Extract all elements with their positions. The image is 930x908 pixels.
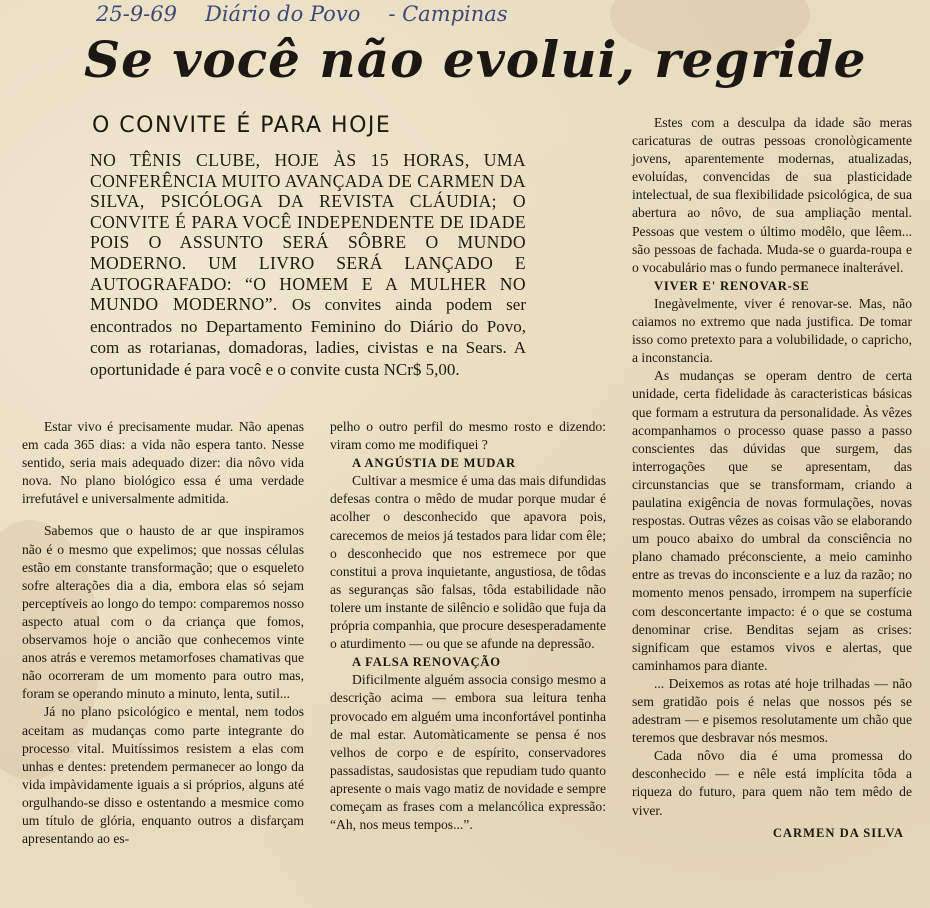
section-heading: A ANGÚSTIA DE MUDAR <box>352 456 516 471</box>
note-source: Diário do Povo <box>205 2 361 26</box>
paragraph: Cada nôvo dia é uma promessa do desconhecido — e nêle está implícita tôda a riqueza do futuro, para quem não tem mêdo de viver. <box>632 748 912 818</box>
section-heading: A FALSA RENOVAÇÃO <box>352 655 501 670</box>
intro-details: Os convites ainda podem ser encontrados no Departamento Feminino do Diário do Povo, com as rotarianas, domadoras, ladies, civistas e na Sears. A oportunidade é para você e o convite custa NCr$ 5,00. <box>90 295 527 379</box>
column-3 <box>632 114 912 842</box>
paragraph: Estar vivo é precisamente mudar. Não apenas em cada 365 dias: a vida não espera tanto. Nesse sentido, seria mais adequado dizer: dia nôvo vida nova. No plano biológico essa é uma verdade irrefutável e universalmente admitida. <box>22 419 304 507</box>
paragraph: pelho o outro perfil do mesmo rosto e dizendo: viram como me modifiquei ? <box>330 419 606 453</box>
subhead: O CONVITE É PARA HOJE <box>92 113 392 138</box>
note-date: 25-9-69 <box>96 2 177 26</box>
intro-block <box>90 150 526 381</box>
note-city: - Campinas <box>388 2 508 26</box>
paragraph: ... Deixemos as rotas até hoje trilhadas — não sem gratidão pois é nelas que nossos pés se adestram — e pisemos resolutamente um chão que teremos que desbravar nós mesmos. <box>632 675 912 746</box>
paragraph: Sabemos que o hausto de ar que inspiramos não é o mesmo que expelimos; que nossas células estão em constante transformação; que o esqueleto sofre alterações dia a dia, embora elas só sejam perceptíveis ao longo do tempo: comparemos nosso aspecto atual com o da criança que fomos, observamos hoje o ancião que conhecemos vinte anos atrás e veremos metamorfoses chamativas que não ocorreram de um momento para outro mas, foram se operando minuto a minuto, lenta, sutil... <box>22 523 304 702</box>
intro-caps: NO TÊNIS CLUBE, HOJE ÀS 15 HORAS, UMA CONFERÊNCIA MUITO AVANÇADA DE CARMEN DA SILVA, PSICÓLOGA DA REVISTA CLÁUDIA; O CONVITE É PARA VOCÊ INDEPENDENTE DE IDADE POIS O ASSUNTO SERÁ SÔBRE O MUNDO MODERNO. UM LIVRO SERÁ LANÇADO E AUTOGRAFADO: “O HOMEM E A MULHER NO MUNDO MODERNO”. <box>90 150 526 315</box>
section-heading: VIVER E' RENOVAR-SE <box>654 278 810 293</box>
author-signature: CARMEN DA SILVA <box>772 825 904 840</box>
paragraph: As mudanças se operam dentro de certa unidade, certa fidelidade às caracteristicas básicas que formam a estrutura da personalidade. Às vêzes acompanhamos o processo quase passo a passo conscientes das dúvidas que surgem, das interrogações que se apresentam, das circunstancias que se transformam, criando a paulatina exigência de novas formulações, novas respostas. Outras vêzes as coisas vão se elaborando um pouco abaixo do umbral da consciência no plano chamado préconsciente, a meio caminho entre as trevas do inconsciente e a luz da razão; no momento menos pensado, irrompem na superfície com desconcertante impacto: é o que se costuma denominar crise. Benditas sejam as crises: significam que estamos vivos e alertas, que caminhamos para diante. <box>632 368 912 673</box>
column-2 <box>330 418 606 834</box>
paragraph: Dificilmente alguém associa consigo mesmo a descrição acima — embora sua leitura tenha provocado em alguém uma inconfortável pontinha de mal estar. Automàticamente se pensa é nos velhos de corpo e de espírito, conservadores passadistas, saudosistas que repudiam tudo quanto apresente o mais vago matiz de novidade e sempre começam as frases com a melancólica expressão: “Ah, nos meus tempos...”. <box>330 672 606 833</box>
handwritten-note <box>96 2 536 26</box>
paragraph: Já no plano psicológico e mental, nem todos aceitam as mudanças como parte integrante do processo vital. Muitíssimos resistem a elas com unhas e dentes: pretendem permanecer ao longo da vida impàvidamente iguais a si próprios, alguns até orgulhando-se disso e ostentando a mesmice como um título de glória, enquanto outros a disfarçam apresentando ao es- <box>22 704 304 847</box>
column-1 <box>22 418 304 848</box>
headline: Se você não evolui, regride <box>84 30 867 89</box>
paragraph: Cultivar a mesmice é uma das mais difundidas defesas contra o mêdo de mudar porque mudar é acolher o desconhecido que apavora pois, carecemos de meios já testados para lidar com êle; o desconhecido que nos estremece por que constitui a prova inquietante, angustiosa, de tôdas as seguranças são falsas, tôda estabilidade não tolere um instante de silêncio e solidão que fuja da própria companhia, que procure desesperadamente o aturdimento — ou que se afunde na depressão. <box>330 473 606 652</box>
paragraph: Estes com a desculpa da idade são meras caricaturas de outras pessoas cronològicamente jovens, aparentemente modernas, atualizadas, evoluídas, convencidas de sua plasticidade intelectual, de sua flexibilidade psicológica, de sua abertura ao nôvo, de sua ampliação mental. Pessoas que vestem o último modêlo, que lêem... são pessoas de fachada. Muda-se o guarda-roupa e o vocabulário mas o fundo permanece inalterável. <box>632 115 912 275</box>
paragraph: Inegàvelmente, viver é renovar-se. Mas, não caiamos no extremo que nada justifica. De tomar isso como pretexto para a volubilidade, o capricho, a inconstancia. <box>632 295 912 366</box>
